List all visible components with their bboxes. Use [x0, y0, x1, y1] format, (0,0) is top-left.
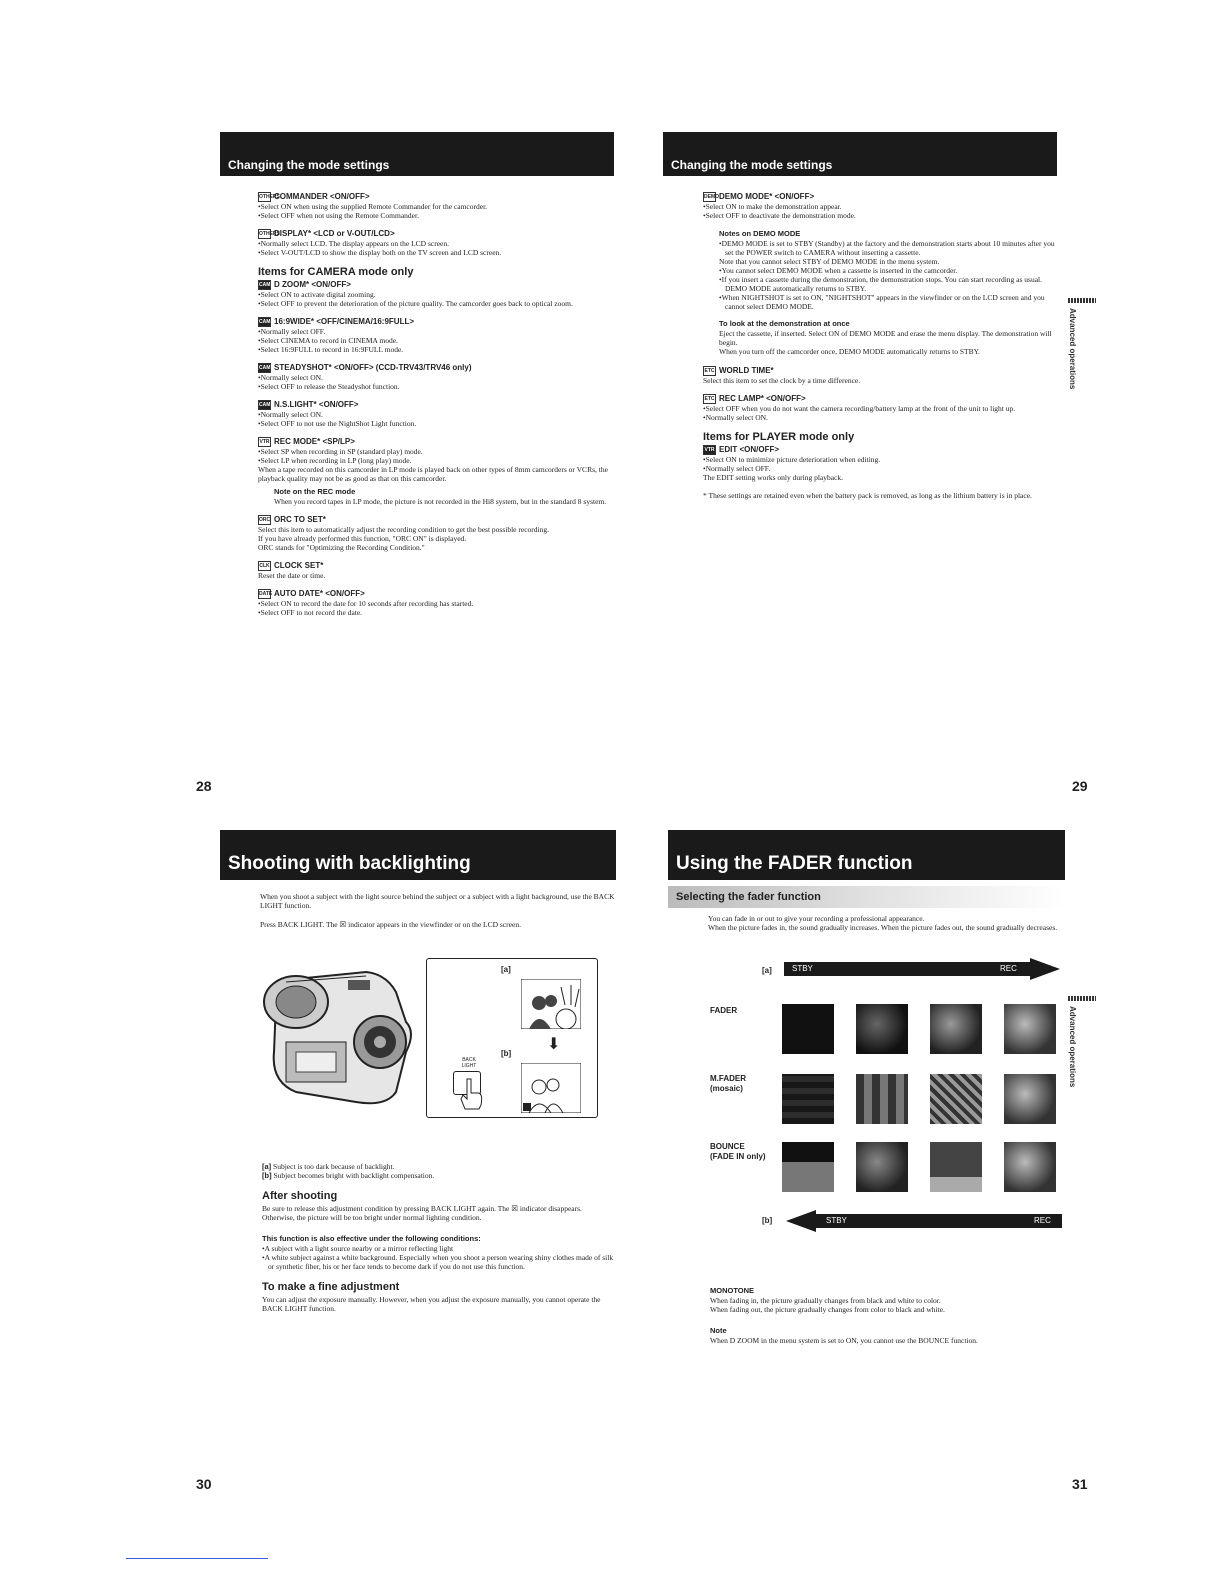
bounce-frame-2: [856, 1142, 908, 1192]
arrow-b-rec: REC: [1034, 1216, 1051, 1225]
others-menu-icon: OTHERS: [259, 231, 280, 237]
backlight-example-box: [426, 958, 598, 1118]
world-title: WORLD TIME*: [719, 366, 774, 375]
page31-intro: [708, 914, 1064, 932]
bounce-frame-1: [782, 1142, 834, 1192]
others-menu-icon: OTHERS: [259, 194, 280, 200]
bullet: •Select OFF to not record the date.: [258, 608, 363, 617]
camera-menu-icon: CAM: [259, 282, 271, 288]
demo-notes-title: Notes on DEMO MODE: [719, 229, 801, 238]
nslight-title: N.S.LIGHT* <ON/OFF>: [274, 400, 359, 409]
bright-subject-picture: [521, 1063, 581, 1113]
fade-out-arrow-head: [786, 1210, 816, 1232]
etc-menu-icon: ETC: [704, 368, 715, 374]
demo-title: DEMO MODE* <ON/OFF>: [719, 192, 815, 201]
row-label-bounce: BOUNCE (FADE IN only): [710, 1142, 766, 1161]
note-bullet: •DEMO MODE is set to STBY (Standby) at the factory and the demonstration starts about 10 minutes after you set the POWER switch to CAMERA without inserting a cassette.: [719, 239, 1055, 257]
row-label-fader: FADER: [710, 1006, 738, 1015]
mfader-frame-2: [856, 1074, 908, 1124]
subbanner-text: Selecting the fader function: [676, 891, 821, 903]
demo-item: [703, 192, 1055, 220]
orc-item: [258, 515, 614, 552]
side-tab-advanced-operations: Advanced operations: [1068, 308, 1077, 390]
bullet: •Select OFF to not use the NightShot Light function.: [258, 419, 417, 428]
vtr-menu-icon: VTR: [704, 447, 715, 453]
fade-in-arrow: [784, 962, 1030, 976]
steadyshot-item: [258, 363, 614, 391]
fader-intro2: When the picture fades in, the sound gradually increases. When the picture fades out, the sound gradually decreases.: [708, 923, 1058, 932]
arrow-a-key: [a]: [762, 966, 772, 975]
page-number-31: 31: [1072, 1476, 1088, 1492]
autodate-item: [258, 589, 614, 617]
page-number-29: 29: [1072, 778, 1088, 794]
note-text: Note that you cannot select STBY of DEMO MODE in the menu system.: [719, 257, 940, 266]
arrow-a-rec: REC: [1000, 964, 1017, 973]
wide-item: [258, 317, 614, 354]
fader-frame-4: [1004, 1004, 1056, 1054]
bullet: •Select OFF to deactivate the demonstration mode.: [703, 211, 856, 220]
dzoom-item: [258, 280, 614, 308]
bullet: •Select OFF when not using the Remote Commander.: [258, 211, 419, 220]
page31-subbanner: [668, 886, 1065, 908]
bullet: •Select LP when recording in LP (long play) mode.: [258, 456, 412, 465]
orc-text3: ORC stands for "Optimizing the Recording Condition.": [258, 543, 425, 552]
mfader-frame-3: [930, 1074, 982, 1124]
note-title: Note: [710, 1326, 727, 1335]
fade-out-arrow: [816, 1214, 1062, 1228]
page30-banner: Shooting with backlighting: [220, 830, 616, 880]
bullet: •Select CINEMA to record in CINEMA mode.: [258, 336, 398, 345]
arrow-b-stby: STBY: [826, 1216, 847, 1225]
clock-title: CLOCK SET*: [274, 561, 324, 570]
side-tab-advanced-operations: Advanced operations: [1068, 1006, 1077, 1088]
recmode-item: [258, 437, 614, 506]
caption-b: [262, 1171, 616, 1180]
bullet: •Select ON to make the demonstration appear.: [703, 202, 842, 211]
commander-item: [258, 192, 614, 220]
monotone-text2: When fading out, the picture gradually changes from color to black and white.: [710, 1305, 945, 1314]
backlight-press: Press BACK LIGHT. The ☒ indicator appears in the viewfinder or on the LCD screen.: [260, 920, 521, 929]
recmode-note-title: Note on the REC mode: [274, 487, 356, 496]
display-item: [258, 229, 614, 257]
mfader-frame-1: [782, 1074, 834, 1124]
monotone-title: MONOTONE: [710, 1286, 755, 1295]
caption-b-key: [b]: [262, 1171, 272, 1180]
camera-menu-icon: CAM: [259, 319, 271, 325]
vtr-menu-icon: VTR: [259, 439, 270, 445]
bullet: •Select OFF to prevent the deterioration of the picture quality. The camcorder goes back to optical zoom.: [258, 299, 573, 308]
orc-title: ORC TO SET*: [274, 515, 326, 524]
camera-mode-heading: Items for CAMERA mode only: [258, 266, 414, 278]
backlight-intro: When you shoot a subject with the light source behind the subject or a subject with a light background, use the BACK LIGHT function.: [260, 892, 615, 910]
fader-intro: You can fade in or out to give your recording a professional appearance.: [708, 914, 925, 923]
autodate-title: AUTO DATE* <ON/OFF>: [274, 589, 365, 598]
pressing-finger-icon: [459, 1077, 485, 1111]
camera-menu-icon: CAM: [259, 365, 271, 371]
demo-notes: [719, 229, 1055, 356]
rec-lamp-item: [703, 394, 1055, 422]
bullet: •Normally select LCD. The display appears on the LCD screen.: [258, 239, 449, 248]
page30-body: [262, 1162, 616, 1313]
recmode-title: REC MODE* <SP/LP>: [274, 437, 355, 446]
fine-adjustment-heading: To make a fine adjustment: [262, 1281, 400, 1293]
page-number-28: 28: [196, 778, 212, 794]
page29-banner: Changing the mode settings: [663, 132, 1057, 176]
clock-text: Reset the date or time.: [258, 571, 326, 580]
fader-frame-2: [856, 1004, 908, 1054]
bullet: •Normally select ON.: [258, 373, 323, 382]
look-text2: When you turn off the camcorder once, DEMO MODE automatically returns to STBY.: [719, 347, 980, 356]
side-tab-marker: [1068, 298, 1096, 303]
look-text: Eject the cassette, if inserted. Select ON of DEMO MODE and erase the menu display. The demonstration will begin.: [719, 329, 1052, 347]
look-title: To look at the demonstration at once: [719, 319, 850, 328]
player-mode-heading: Items for PLAYER mode only: [703, 431, 855, 443]
date-menu-icon: DATE: [259, 591, 273, 597]
clock-item: [258, 561, 614, 580]
edit-item: [703, 445, 1055, 482]
backlight-button-label: BACK LIGHT: [461, 1057, 477, 1069]
recmode-text: When a tape recorded on this camcorder in LP mode is played back on other types of 8mm camcorders or VCRs, the playback quality may not be as good as that on this camcorder.: [258, 465, 608, 483]
condition-bullet: •A subject with a light source nearby or a mirror reflecting light: [262, 1244, 454, 1253]
edit-title: EDIT <ON/OFF>: [719, 445, 780, 454]
arrow-b-key: [b]: [762, 1216, 773, 1225]
commander-title: COMMANDER <ON/OFF>: [274, 192, 370, 201]
monotone-text: When fading in, the picture gradually changes from black and white to color.: [710, 1296, 941, 1305]
bounce-frame-4: [1004, 1142, 1056, 1192]
mfader-frame-4: [1004, 1074, 1056, 1124]
demo-menu-icon: DEMO: [704, 194, 719, 200]
page28-content: [258, 192, 614, 626]
caption-a: [262, 1162, 616, 1171]
bullet: •Select SP when recording in SP (standard play) mode.: [258, 447, 423, 456]
dark-subject-picture: [521, 979, 581, 1029]
bullet: •Normally select OFF.: [703, 464, 771, 473]
page30-intro: [260, 892, 615, 929]
note-text: When D ZOOM in the menu system is set to ON, you cannot use the BOUNCE function.: [710, 1336, 978, 1345]
caption-a-text: Subject is too dark because of backlight.: [273, 1162, 395, 1171]
bullet: •Select OFF to release the Steadyshot function.: [258, 382, 400, 391]
note-bullet: •If you insert a cassette during the demonstration, the demonstration stops. You can start recording as usual. DEMO MODE automatically returns to STBY.: [719, 275, 1042, 293]
etc-menu-icon: ETC: [704, 396, 715, 402]
fader-frame-3: [930, 1004, 982, 1054]
rec-lamp-title: REC LAMP* <ON/OFF>: [719, 394, 806, 403]
orc-text2: If you have already performed this function, "ORC ON" is displayed.: [258, 534, 467, 543]
down-arrow-icon: ⬇: [547, 1036, 561, 1053]
wide-title: 16:9WIDE* <OFF/CINEMA/16:9FULL>: [274, 317, 415, 326]
bullet: •Select ON to minimize picture deterioration when editing.: [703, 455, 881, 464]
arrow-a-stby: STBY: [792, 964, 813, 973]
bullet: •Select ON when using the supplied Remote Commander for the camcorder.: [258, 202, 488, 211]
world-text: Select this item to set the clock by a time difference.: [703, 376, 861, 385]
recmode-note-text: When you record tapes in LP mode, the picture is not recorded in the Hi8 system, but in the standard 8 system.: [274, 497, 607, 506]
note-bullet: •When NIGHTSHOT is set to ON, "NIGHTSHOT" appears in the viewfinder or on the LCD screen and you cannot select DEMO MODE.: [719, 293, 1045, 311]
caption-a-key: [a]: [262, 1162, 272, 1171]
bullet: •Select V-OUT/LCD to show the display both on the TV screen and LCD screen.: [258, 248, 502, 257]
nslight-item: [258, 400, 614, 428]
bounce-frame-3: [930, 1142, 982, 1192]
page-number-30: 30: [196, 1476, 212, 1492]
note-bullet: •You cannot select DEMO MODE when a cassette is inserted in the camcorder.: [719, 266, 958, 275]
world-time-item: [703, 366, 1055, 385]
condition-bullet: •A white subject against a white background. Especially when you shoot a person wearing shiny clothes made of silk or synthetic fiber, his or her face tends to become dark if you do not use this function.: [262, 1253, 614, 1271]
bullet: •Select 16:9FULL to record in 16:9FULL mode.: [258, 345, 404, 354]
after-shooting-text: Be sure to release this adjustment condition by pressing BACK LIGHT again. The ☒ indicator disappears. Otherwise, the picture will be too bright under normal lighting condition.: [262, 1204, 582, 1222]
after-shooting-heading: After shooting: [262, 1190, 338, 1202]
edit-text: The EDIT setting works only during playback.: [703, 473, 844, 482]
bullet: •Select ON to record the date for 10 seconds after recording has started.: [258, 599, 474, 608]
camcorder-illustration: [256, 962, 426, 1114]
page28-banner: Changing the mode settings: [220, 132, 614, 176]
bullet: •Normally select ON.: [258, 410, 323, 419]
steadyshot-title: STEADYSHOT* <ON/OFF> (CCD-TRV43/TRV46 only): [274, 363, 472, 372]
bullet: •Select OFF when you do not want the camera recording/battery lamp at the front of the unit to light up.: [703, 404, 1016, 413]
bullet: •Normally select OFF.: [258, 327, 326, 336]
figure-label-b: [b]: [501, 1049, 512, 1058]
orc-text: Select this item to automatically adjust the recording condition to get the best possible recording.: [258, 525, 549, 534]
conditions-heading: This function is also effective under the following conditions:: [262, 1234, 481, 1243]
fade-in-arrow-head: [1030, 958, 1060, 980]
row-label-mfader: M.FADER (mosaic): [710, 1074, 746, 1093]
clock-menu-icon: CLK: [259, 563, 270, 569]
dzoom-title: D ZOOM* <ON/OFF>: [274, 280, 351, 289]
caption-b-text: Subject becomes bright with backlight compensation.: [273, 1171, 435, 1180]
footer-line: [126, 1558, 268, 1559]
page31-banner: Using the FADER function: [668, 830, 1065, 880]
orc-menu-icon: ORC: [259, 517, 271, 523]
page29-content: [703, 192, 1055, 500]
page31-body: [710, 1282, 1062, 1345]
fader-frame-black: [782, 1004, 834, 1054]
fine-adjustment-text: You can adjust the exposure manually. However, when you adjust the exposure manually, you cannot operate the BACK LIGHT function.: [262, 1295, 601, 1313]
camera-menu-icon: CAM: [259, 402, 271, 408]
bullet: •Select ON to activate digital zooming.: [258, 290, 376, 299]
display-title: DISPLAY* <LCD or V-OUT/LCD>: [274, 229, 395, 238]
figure-label-a: [a]: [501, 965, 511, 974]
footnote: * These settings are retained even when the battery pack is removed, as long as the lithium battery is in place.: [703, 491, 1032, 500]
side-tab-marker: [1068, 996, 1096, 1001]
bullet: •Normally select ON.: [703, 413, 768, 422]
